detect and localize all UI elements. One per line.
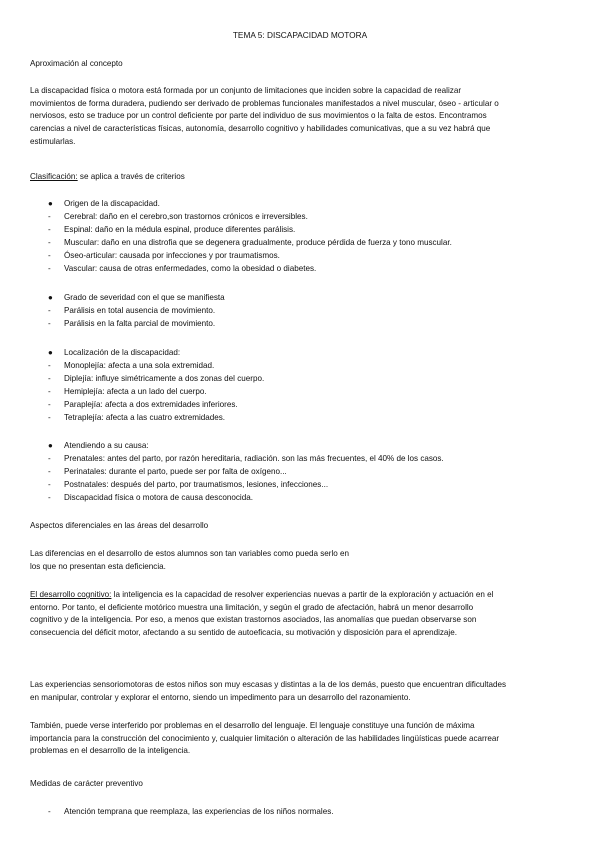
bullet-marker: ● [48, 199, 53, 208]
dash-marker: - [48, 387, 51, 396]
dash-marker: - [48, 454, 51, 463]
list-item-text: Localización de la discapacidad: [64, 348, 181, 357]
dash-marker: - [48, 212, 51, 221]
page-title: TEMA 5: DISCAPACIDAD MOTORA [232, 30, 368, 40]
list-item-text: Grado de severidad con el que se manifiesta [64, 293, 225, 302]
paragraph-intro [30, 85, 575, 149]
list-item-text: Óseo-articular: causada por infecciones y por traumatismos. [64, 251, 280, 260]
text-line: Las experiencias sensoriomotoras de estos niños son muy escasas y distintas a la de los demás, puesto que encuentran dificultades [30, 680, 507, 689]
text-line: en manipular, controlar y explorar el entorno, siendo un impedimento para un desarrollo del razonamiento. [30, 692, 411, 702]
text-line: movimientos de forma duradera, pudiendo ser derivado de problemas funcionales manifestados a nivel muscular, óseo - articular o [30, 98, 499, 108]
text-line: consecuencia del déficit motor, afectando a su sentido de autoeficacia, su motivación y disposición para el aprendizaje. [30, 628, 457, 638]
text-line: carencias a nivel de características físicas, autonomía, desarrollo cognitivo y habilidades comunicativas, que a su vez habrá que [30, 124, 491, 134]
dash-marker: - [48, 807, 51, 816]
clasificacion-label: Clasificación: [30, 172, 78, 181]
text-line: La discapacidad física o motora está formada por un conjunto de limitaciones que inciden sobre la capacidad de realizar [30, 86, 462, 95]
heading-aproximacion: Aproximación al concepto [30, 59, 123, 68]
text-line: entorno. Por tanto, el deficiente motórico muestra una limitación, y según el grado de afectación, habrá un menor desarrollo [30, 602, 474, 612]
list-item-text: Cerebral: daño en el cerebro,son trastornos crónicos e irreversibles. [64, 212, 308, 221]
list-item-text: Atendiendo a su causa: [64, 441, 149, 450]
cognitivo-label: El desarrollo cognitivo: [30, 590, 112, 599]
clasificacion-text: se aplica a través de criterios [77, 172, 185, 181]
paragraph-sensoriomotoras [30, 679, 575, 704]
dash-marker: - [48, 413, 51, 422]
dash-marker: - [48, 400, 51, 409]
paragraph-diferencias [30, 548, 575, 573]
list-item-text: Vascular: causa de otras enfermedades, como la obesidad o diabetes. [64, 264, 317, 273]
text-line: Las diferencias en el desarrollo de estos alumnos son tan variables como pueda serlo en [30, 549, 349, 558]
list-item-text: Paraplejía: afecta a dos extremidades inferiores. [64, 400, 238, 409]
dash-marker: - [48, 374, 51, 383]
paragraph-lenguaje [30, 720, 575, 758]
list-item-text: Parálisis en la falta parcial de movimiento. [64, 319, 216, 328]
heading-aspectos: Aspectos diferenciales en las áreas del desarrollo [30, 521, 209, 530]
dash-marker: - [48, 225, 51, 234]
list-item-text: Perinatales: durante el parto, puede ser por falta de oxígeno... [64, 467, 287, 476]
dash-marker: - [48, 238, 51, 247]
clasificacion-line [30, 171, 575, 184]
dash-marker: - [48, 251, 51, 260]
text-line: estimularlas. [30, 136, 76, 146]
list-item-text: Atención temprana que reemplaza, las experiencias de los niños normales. [64, 807, 334, 816]
dash-marker: - [48, 467, 51, 476]
text-line: los que no presentan esta deficiencia. [30, 561, 166, 571]
list-item-text: Origen de la discapacidad. [64, 199, 160, 208]
text-line: nerviosos, esto se traduce por un control deficiente por parte del individuo de sus movimientos o la falta de estos. Encontramos [30, 111, 487, 121]
list-item-text: Discapacidad física o motora de causa desconocida. [64, 493, 253, 502]
list-item-text: Espinal: daño en la médula espinal, produce diferentes parálisis. [64, 225, 296, 234]
text-line [30, 589, 575, 602]
list-item-text: Muscular: daño en una distrofia que se degenera gradualmente, produce pérdida de fuerza y tono muscular. [64, 238, 452, 247]
text-line: También, puede verse interferido por problemas en el desarrollo del lenguaje. El lenguaje constituye una función de máxima [30, 721, 475, 730]
bullet-marker: ● [48, 293, 53, 302]
cognitivo-text: la inteligencia es la capacidad de resolver experiencias nuevas a partir de la exploración y actuación en el [111, 590, 494, 599]
heading-medidas: Medidas de carácter preventivo [30, 779, 143, 788]
bullet-marker: ● [48, 348, 53, 357]
list-item-text: Prenatales: antes del parto, por razón hereditaria, radiación. son las más frecuentes, el 40% de los casos. [64, 454, 444, 463]
dash-marker: - [48, 306, 51, 315]
text-line: importancia para la construcción del conocimiento y, cualquier limitación o alteración de las habilidades lingüísticas puede acarrear [30, 733, 500, 743]
list-item-text: Diplejía: influye simétricamente a dos zonas del cuerpo. [64, 374, 265, 383]
dash-marker: - [48, 361, 51, 370]
list-item-text: Monoplejía: afecta a una sola extremidad. [64, 361, 215, 370]
list-item-text: Tetraplejía: afecta a las cuatro extremidades. [64, 413, 226, 422]
dash-marker: - [48, 480, 51, 489]
list-item-text: Parálisis en total ausencia de movimiento. [64, 306, 216, 315]
list-item-text: Hemiplejía: afecta a un lado del cuerpo. [64, 387, 207, 396]
text-line: problemas en el desarrollo de la inteligencia. [30, 746, 191, 756]
list-item-text: Postnatales: después del parto, por traumatismos, lesiones, infecciones... [64, 480, 329, 489]
dash-marker: - [48, 264, 51, 273]
bullet-marker: ● [48, 441, 53, 450]
text-line: cognitivo y de la inteligencia. Por eso, a menos que existan trastornos asociados, las anomalías que puedan observarse son [30, 615, 477, 625]
dash-marker: - [48, 493, 51, 502]
paragraph-cognitivo [30, 589, 575, 640]
dash-marker: - [48, 319, 51, 328]
